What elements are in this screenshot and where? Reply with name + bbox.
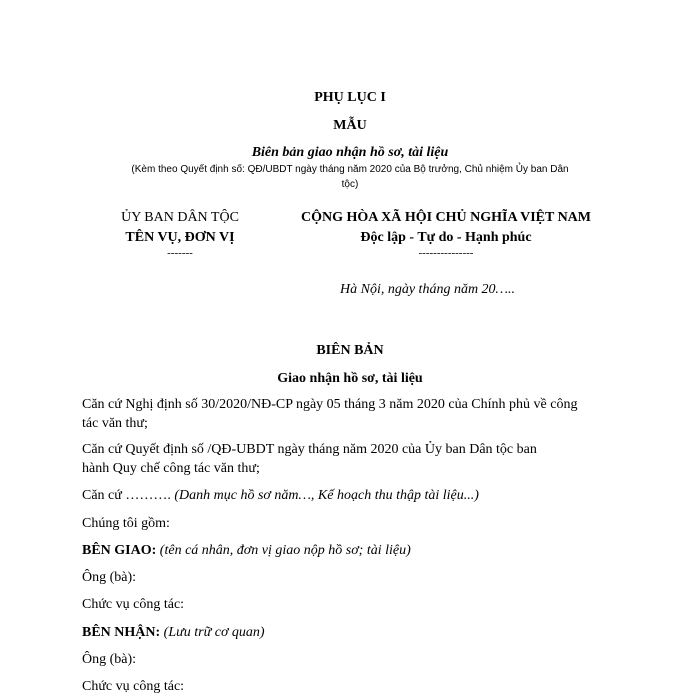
- left-header-rule: -------: [167, 247, 193, 259]
- form-label: MẪU: [333, 118, 367, 133]
- giver-position: Chức vụ công tác:: [82, 597, 185, 612]
- we-are-label: Chúng tôi gồm:: [82, 516, 170, 531]
- paragraph-1-line-2: tác văn thư;: [82, 416, 148, 431]
- motto-rule: ---------------: [418, 247, 474, 259]
- document-subtitle: Giao nhận hồ sơ, tài liệu: [277, 371, 423, 386]
- paragraph-2-line-2: hành Quy chế công tác văn thư;: [82, 461, 260, 476]
- appendix-subtitle: Biên bản giao nhận hồ sơ, tài liệu: [251, 145, 449, 160]
- receiver-position: Chức vụ công tác:: [82, 679, 185, 694]
- receiver-desc: (Lưu trữ cơ quan): [163, 625, 265, 640]
- paragraph-2-line-1: Căn cứ Quyết định số /QĐ-UBDT ngày tháng năm 2020 của Ủy ban Dân tộc ban: [82, 442, 537, 457]
- receiver-line: [82, 625, 265, 641]
- left-header-unit: TÊN VỤ, ĐƠN VỊ: [125, 230, 235, 245]
- appendix-note-line2: tộc): [341, 179, 359, 190]
- receiver-person: Ông (bà):: [82, 652, 137, 667]
- paragraph-1-line-1: Căn cứ Nghị định số 30/2020/NĐ-CP ngày 05 tháng 3 năm 2020 của Chính phủ về công: [82, 397, 578, 412]
- giver-label: BÊN GIAO:: [82, 543, 157, 558]
- giver-desc: (tên cá nhân, đơn vị giao nộp hồ sơ; tài liệu): [159, 543, 411, 558]
- giver-person: Ông (bà):: [82, 570, 137, 585]
- country-name: CỘNG HÒA XÃ HỘI CHỦ NGHĨA VIỆT NAM: [300, 210, 591, 225]
- appendix-title: PHỤ LỤC I: [314, 90, 386, 105]
- national-motto: Độc lập - Tự do - Hạnh phúc: [360, 230, 532, 245]
- paragraph-3-prefix: Căn cứ ……….: [82, 488, 171, 503]
- paragraph-3: [82, 488, 479, 504]
- receiver-label: BÊN NHẬN:: [82, 625, 161, 640]
- document-title: BIÊN BẢN: [316, 343, 384, 358]
- place-date: Hà Nội, ngày tháng năm 20…..: [340, 282, 515, 297]
- appendix-note-line1: (Kèm theo Quyết định số: QĐ/UBDT ngày tháng năm 2020 của Bộ trưởng, Chủ nhiệm Ủy ban Dân: [131, 164, 569, 175]
- left-header-org: ỦY BAN DÂN TỘC: [121, 210, 239, 225]
- giver-line: [82, 543, 411, 559]
- paragraph-3-italic: (Danh mục hồ sơ năm…, Kế hoạch thu thập tài liệu...): [174, 488, 479, 503]
